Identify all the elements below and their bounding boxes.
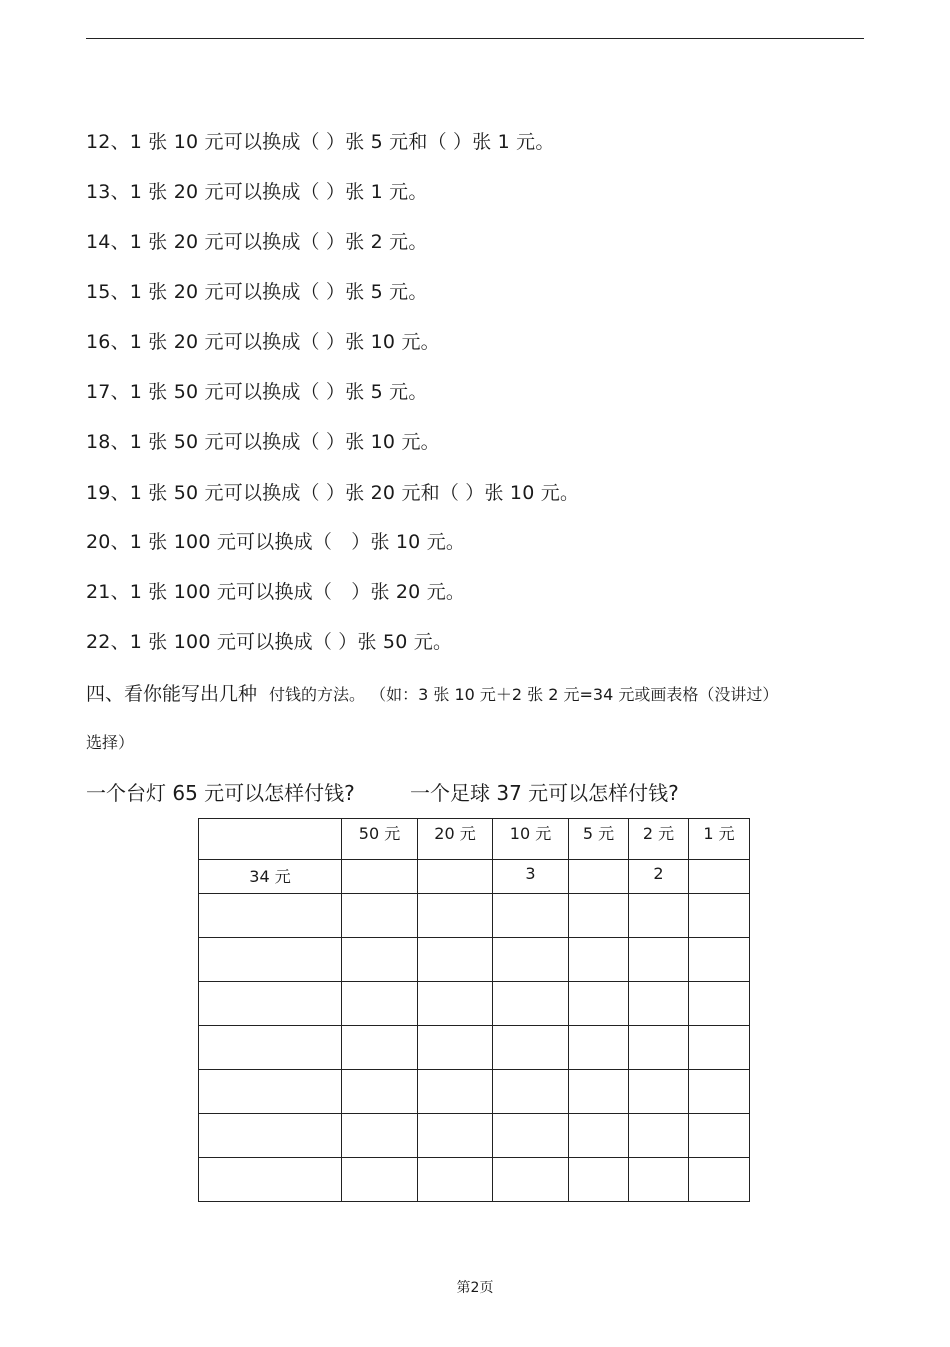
table-cell[interactable] (493, 1158, 569, 1202)
header-cell-1: 1 元 (689, 819, 750, 860)
table-cell[interactable] (342, 1026, 418, 1070)
table-cell[interactable] (629, 1070, 689, 1114)
table-cell[interactable] (199, 894, 342, 938)
table-cell[interactable] (493, 1026, 569, 1070)
question-17: 17、1 张 50 元可以换成（ ）张 5 元。 (86, 381, 428, 403)
table-cell[interactable] (418, 894, 493, 938)
table-cell[interactable] (689, 1114, 750, 1158)
table-cell[interactable] (342, 894, 418, 938)
question-12: 12、1 张 10 元可以换成（ ）张 5 元和（ ）张 1 元。 (86, 131, 555, 153)
table-row (199, 982, 750, 1026)
table-cell[interactable] (689, 1026, 750, 1070)
question-16: 16、1 张 20 元可以换成（ ）张 10 元。 (86, 331, 440, 353)
question-14: 14、1 张 20 元可以换成（ ）张 2 元。 (86, 231, 428, 253)
table-cell[interactable] (569, 1158, 629, 1202)
question-21: 21、1 张 100 元可以换成（ ）张 20 元。 (86, 581, 466, 603)
table-cell[interactable] (418, 982, 493, 1026)
section-title: 四、看你能写出几种 (86, 683, 258, 705)
table-row (199, 1114, 750, 1158)
example-cell-20 (418, 860, 493, 894)
header-rule (86, 38, 864, 39)
table-cell[interactable] (689, 982, 750, 1026)
table-row (199, 1158, 750, 1202)
table-cell[interactable] (493, 1070, 569, 1114)
table-cell[interactable] (493, 982, 569, 1026)
example-cell-50 (342, 860, 418, 894)
table-cell[interactable] (342, 1158, 418, 1202)
table-cell[interactable] (689, 938, 750, 982)
example-cell-10: 3 (493, 860, 569, 894)
header-cell-blank (199, 819, 342, 860)
table-cell[interactable] (629, 938, 689, 982)
header-cell-10: 10 元 (493, 819, 569, 860)
table-cell[interactable] (689, 1070, 750, 1114)
table-cell[interactable] (199, 1158, 342, 1202)
table-cell[interactable] (418, 938, 493, 982)
table-row (199, 938, 750, 982)
table-cell[interactable] (569, 938, 629, 982)
header-cell-2: 2 元 (629, 819, 689, 860)
header-cell-5: 5 元 (569, 819, 629, 860)
table-cell[interactable] (342, 1114, 418, 1158)
table-cell[interactable] (689, 1158, 750, 1202)
example-cell-1 (689, 860, 750, 894)
table-cell[interactable] (199, 982, 342, 1026)
example-cell-5 (569, 860, 629, 894)
question-20: 20、1 张 100 元可以换成（ ）张 10 元。 (86, 531, 466, 553)
table-cell[interactable] (418, 1158, 493, 1202)
example-cell-2: 2 (629, 860, 689, 894)
question-19: 19、1 张 50 元可以换成（ ）张 20 元和（ ）张 10 元。 (86, 482, 580, 504)
table-cell[interactable] (342, 982, 418, 1026)
table-cell[interactable] (493, 1114, 569, 1158)
table-cell[interactable] (569, 1026, 629, 1070)
prompt-lamp: 一个台灯 65 元可以怎样付钱? (86, 781, 355, 805)
table-cell[interactable] (629, 1026, 689, 1070)
example-amount-cell: 34 元 (199, 860, 342, 894)
table-cell[interactable] (493, 894, 569, 938)
header-cell-50: 50 元 (342, 819, 418, 860)
question-22: 22、1 张 100 元可以换成（ ）张 50 元。 (86, 631, 453, 653)
table-cell[interactable] (569, 982, 629, 1026)
question-13: 13、1 张 20 元可以换成（ ）张 1 元。 (86, 181, 428, 203)
table-cell[interactable] (493, 938, 569, 982)
table-row (199, 1026, 750, 1070)
table-cell[interactable] (569, 1114, 629, 1158)
page-number: 第2页 (456, 1280, 494, 1296)
table-row (199, 1070, 750, 1114)
table-cell[interactable] (569, 1070, 629, 1114)
table-header-row (199, 819, 750, 860)
table-cell[interactable] (199, 938, 342, 982)
table-cell[interactable] (199, 1070, 342, 1114)
prompt-football: 一个足球 37 元可以怎样付钱? (410, 781, 679, 805)
table-cell[interactable] (569, 894, 629, 938)
table-row (199, 894, 750, 938)
table-cell[interactable] (629, 982, 689, 1026)
question-18: 18、1 张 50 元可以换成（ ）张 10 元。 (86, 431, 440, 453)
table-cell[interactable] (199, 1114, 342, 1158)
section-note: 付钱的方法。 （如：3 张 10 元＋2 张 2 元=34 元或画表格（没讲过） (269, 685, 779, 704)
table-cell[interactable] (342, 938, 418, 982)
table-cell[interactable] (199, 1026, 342, 1070)
table-cell[interactable] (418, 1114, 493, 1158)
table-cell[interactable] (418, 1070, 493, 1114)
question-15: 15、1 张 20 元可以换成（ ）张 5 元。 (86, 281, 428, 303)
table-cell[interactable] (629, 1114, 689, 1158)
table-cell[interactable] (629, 894, 689, 938)
section-note-continued: 选择） (86, 733, 135, 752)
table-cell[interactable] (689, 894, 750, 938)
payment-table (198, 818, 750, 1202)
table-cell[interactable] (629, 1158, 689, 1202)
section-four-heading (86, 682, 778, 707)
table-cell[interactable] (418, 1026, 493, 1070)
table-cell[interactable] (342, 1070, 418, 1114)
table-example-row (199, 860, 750, 894)
header-cell-20: 20 元 (418, 819, 493, 860)
